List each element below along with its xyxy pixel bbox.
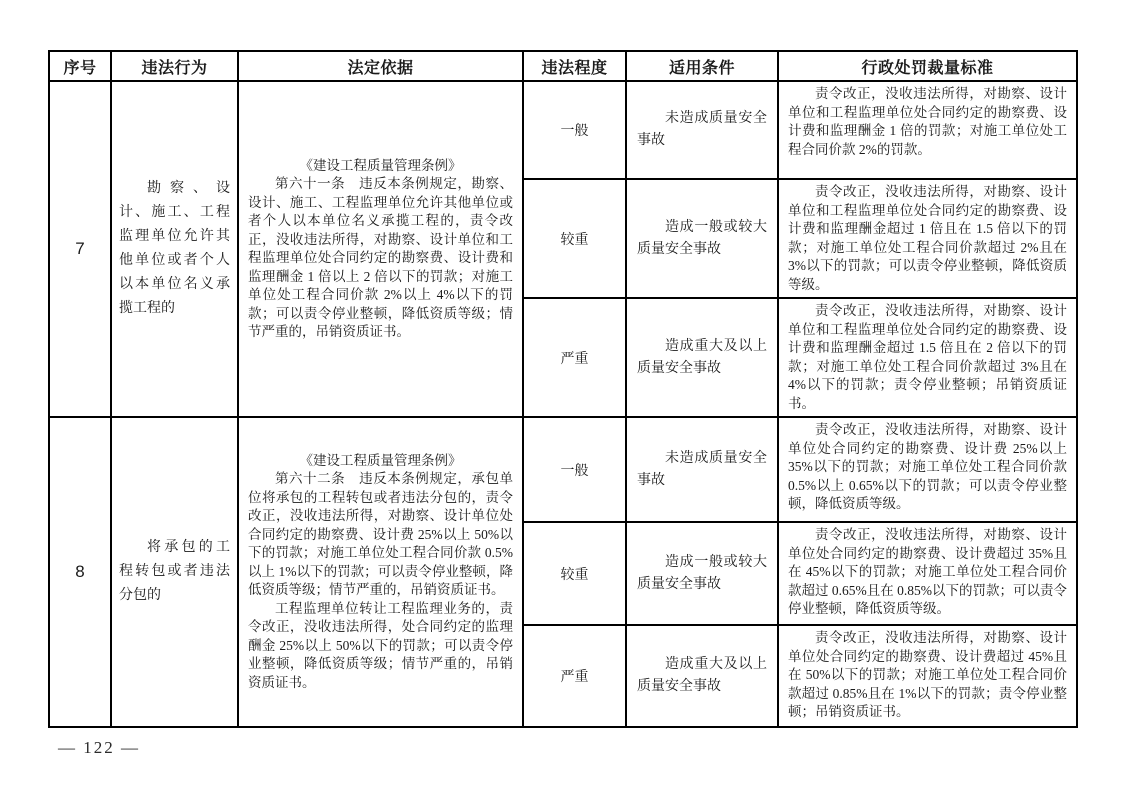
law-title: 《建设工程质量管理条例》 <box>299 157 462 173</box>
degree-cell: 一般 <box>523 417 626 522</box>
table-row <box>49 81 1077 179</box>
penalty-cell <box>778 522 1077 625</box>
header-no: 序号 <box>49 51 111 81</box>
condition-text: 造成一般或较大质量安全事故 <box>637 554 767 592</box>
header-penalty-standard: 行政处罚裁量标准 <box>778 51 1077 81</box>
law-paragraph: 工程监理单位转让工程监理业务的，责令改正，没收违法所得，处合同约定的监理酬金 25%以上 50%以下的罚款；可以责令停业整顿，降低资质等级；情节严重的，吊销资质证书。 <box>248 600 513 690</box>
degree-cell: 严重 <box>523 625 626 727</box>
penalty-standards-table <box>48 50 1078 728</box>
header-condition: 适用条件 <box>626 51 778 81</box>
penalty-cell <box>778 81 1077 179</box>
condition-text: 未造成质量安全事故 <box>637 111 767 148</box>
row-violation <box>111 417 238 727</box>
row-legal-basis <box>238 417 523 727</box>
row-no: 8 <box>49 417 111 727</box>
degree-cell: 严重 <box>523 298 626 417</box>
row-legal-basis <box>238 81 523 417</box>
table-header-row <box>49 51 1077 81</box>
header-legal-basis: 法定依据 <box>238 51 523 81</box>
row-no: 7 <box>49 81 111 417</box>
penalty-text: 责令改正，没收违法所得，对勘察、设计单位和工程监理单位处合同约定的勘察费、设计费和监理酬金超过 1 倍且在 1.5 倍以下的罚款；对施工单位处工程合同价款超过 2%且在 3%以下的罚款；可以责令停业整顿，降低资质等级。 <box>788 184 1067 292</box>
violation-text: 勘察、设计、施工、工程监理单位允许其他单位或者个人以本单位名义承揽工程的 <box>119 181 230 316</box>
penalty-cell <box>778 625 1077 727</box>
law-title: 《建设工程质量管理条例》 <box>299 452 462 468</box>
penalty-cell <box>778 179 1077 298</box>
condition-text: 造成重大及以上质量安全事故 <box>637 657 767 694</box>
condition-text: 造成一般或较大质量安全事故 <box>637 219 767 257</box>
header-degree: 违法程度 <box>523 51 626 81</box>
header-violation: 违法行为 <box>111 51 238 81</box>
penalty-text: 责令改正，没收违法所得，对勘察、设计单位处合同约定的勘察费、设计费超过 35%且在 45%以下的罚款；对施工单位处工程合同价款超过 0.65%且在 0.85%以下的罚款；可以责令停业整顿，降低资质等级。 <box>788 527 1067 616</box>
degree-cell: 较重 <box>523 179 626 298</box>
condition-text: 未造成质量安全事故 <box>637 450 767 488</box>
violation-text: 将承包的工程转包或者违法分包的 <box>119 540 230 603</box>
penalty-cell <box>778 298 1077 417</box>
table-row <box>49 417 1077 522</box>
condition-cell <box>626 625 778 727</box>
condition-text: 造成重大及以上质量安全事故 <box>637 338 767 376</box>
row-violation <box>111 81 238 417</box>
condition-cell <box>626 179 778 298</box>
penalty-text: 责令改正，没收违法所得，对勘察、设计单位处合同约定的勘察费、设计费超过 45%且在 50%以下的罚款；对施工单位处工程合同价款超过 0.85%且在 1%以下的罚款；责令停业整顿；吊销资质证书。 <box>788 630 1067 719</box>
condition-cell <box>626 522 778 625</box>
degree-cell: 一般 <box>523 81 626 179</box>
law-paragraph: 第六十二条 违反本条例规定，承包单位将承包的工程转包或者违法分包的，责令改正，没收违法所得，对勘察、设计单位处合同约定的勘察费、设计费 25%以上 50%以下的罚款；对施工单位处工程合同价款 0.5%以上 1%以下的罚款；可以责令停业整顿，降低资质等级；情节严重的，吊销资质证书。 <box>248 471 513 598</box>
condition-cell <box>626 417 778 522</box>
condition-cell <box>626 81 778 179</box>
penalty-text: 责令改正，没收违法所得，对勘察、设计单位和工程监理单位处合同约定的勘察费、设计费和监理酬金超过 1.5 倍且在 2 倍以下的罚款；对施工单位处工程合同价款超过 3%且在 4%以下的罚款；责令停业整顿；吊销资质证书。 <box>788 303 1067 411</box>
condition-cell <box>626 298 778 417</box>
degree-cell: 较重 <box>523 522 626 625</box>
law-paragraph: 第六十一条 违反本条例规定，勘察、设计、施工、工程监理单位允许其他单位或者个人以本单位名义承揽工程的，责令改正，没收违法所得，对勘察、设计单位和工程监理单位处合同约定的勘察费、设计费和监理酬金 1 倍以上 2 倍以下的罚款；对施工单位处工程合同价款 2%以上 4%以下的罚款；可以责令停业整顿，降低资质等级；情节严重的，吊销资质证书。 <box>248 176 513 339</box>
page-number: — 122 — <box>58 738 140 757</box>
penalty-text: 责令改正，没收违法所得，对勘察、设计单位处合同约定的勘察费、设计费 25%以上 35%以下的罚款；对施工单位处工程合同价款 0.5%以上 0.65%以下的罚款；可以责令停业整顿，降低资质等级。 <box>788 422 1067 511</box>
penalty-cell <box>778 417 1077 522</box>
penalty-text: 责令改正，没收违法所得，对勘察、设计单位和工程监理单位处合同约定的勘察费、设计费和监理酬金 1 倍的罚款；对施工单位处工程合同价款 2%的罚款。 <box>788 86 1067 157</box>
